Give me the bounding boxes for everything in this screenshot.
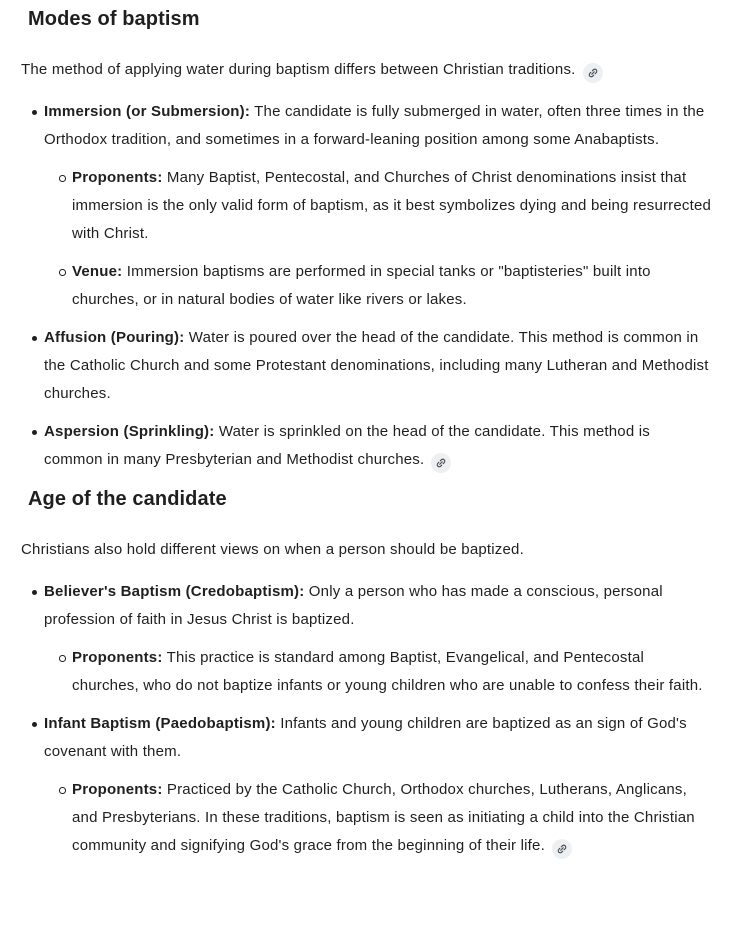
bullet-disc-marker: [32, 336, 37, 341]
item-text: Water is poured over the head of the candidate. This method is common in the Catholic Church and some Protestant denominations, including many Lutheran and Methodist churches.: [44, 329, 709, 402]
bullet-circle-marker: [59, 787, 66, 794]
link-icon: [435, 457, 447, 469]
item-text: Practiced by the Catholic Church, Orthodox churches, Lutherans, Anglicans, and Presbyterians. In these traditions, baptism is seen as initiating a child into the Christian community and signifying God's grace from the beginning of their life.: [72, 781, 695, 854]
intro-text: The method of applying water during baptism differs between Christian traditions.: [21, 61, 576, 78]
list-item: [44, 710, 712, 860]
list-item: [72, 644, 712, 700]
item-lead-bold: Immersion (or Submersion):: [44, 103, 251, 120]
bullet-list: [21, 98, 712, 474]
bullet-disc-marker: [32, 722, 37, 727]
link-icon: [587, 67, 599, 79]
bullet-circle-marker: [59, 655, 66, 662]
item-lead-bold: Proponents:: [72, 649, 163, 666]
item-text: The candidate is fully submerged in water, often three times in the Orthodox tradition, and sometimes in a forward-leaning position among some Anabaptists.: [44, 103, 705, 148]
bullet-circle-marker: [59, 269, 66, 276]
list-item: [72, 164, 712, 248]
section-heading: Age of the candidate: [28, 488, 227, 510]
item-lead-bold: Proponents:: [72, 169, 163, 186]
bullet-circle-marker: [59, 175, 66, 182]
section-heading: Modes of baptism: [28, 8, 200, 30]
bullet-list: [21, 578, 712, 860]
nested-bullet-list: [44, 644, 712, 700]
intro-paragraph: [21, 536, 712, 564]
intro-paragraph: [21, 56, 712, 84]
nested-bullet-list: [44, 776, 712, 860]
bullet-disc-marker: [32, 430, 37, 435]
item-lead-bold: Proponents:: [72, 781, 163, 798]
intro-text: Christians also hold different views on when a person should be baptized.: [21, 541, 524, 558]
item-text: Only a person who has made a conscious, personal profession of faith in Jesus Christ is baptized.: [44, 583, 663, 628]
item-text: Many Baptist, Pentecostal, and Churches of Christ denominations insist that immersion is the only valid form of baptism, as it best symbolizes dying and being resurrected with Christ.: [72, 169, 712, 242]
content-section: [21, 6, 712, 474]
item-lead-bold: Infant Baptism (Paedobaptism):: [44, 715, 276, 732]
item-text: Immersion baptisms are performed in special tanks or "baptisteries" built into churches, or in natural bodies of water like rivers or lakes.: [72, 263, 651, 308]
link-icon: [556, 843, 568, 855]
content-section: [21, 486, 712, 860]
citation-link-button[interactable]: [431, 453, 451, 473]
item-lead-bold: Believer's Baptism (Credobaptism):: [44, 583, 305, 600]
bullet-disc-marker: [32, 110, 37, 115]
list-item: [44, 98, 712, 314]
list-item: [44, 324, 712, 408]
item-text: This practice is standard among Baptist, Evangelical, and Pentecostal churches, who do not baptize infants or young children who are unable to confess their faith.: [72, 649, 703, 694]
item-lead-bold: Affusion (Pouring):: [44, 329, 185, 346]
item-lead-bold: Aspersion (Sprinkling):: [44, 423, 215, 440]
item-text: Infants and young children are baptized as an sign of God's covenant with them.: [44, 715, 687, 760]
nested-bullet-list: [44, 164, 712, 314]
list-item: [72, 776, 712, 860]
citation-link-button[interactable]: [583, 63, 603, 83]
list-item: [44, 578, 712, 700]
citation-link-button[interactable]: [552, 839, 572, 859]
list-item: [44, 418, 712, 474]
bullet-disc-marker: [32, 590, 37, 595]
list-item: [72, 258, 712, 314]
item-text: Water is sprinkled on the head of the candidate. This method is common in many Presbyterian and Methodist churches.: [44, 423, 650, 468]
item-lead-bold: Venue:: [72, 263, 123, 280]
